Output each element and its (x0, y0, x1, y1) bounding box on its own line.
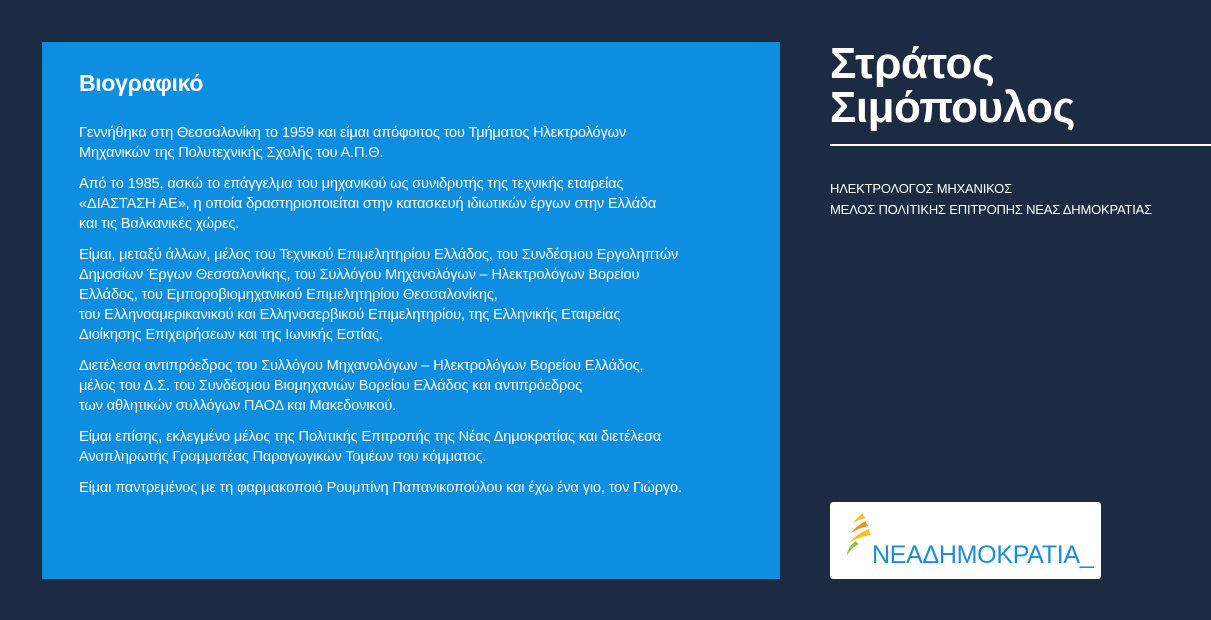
role-title: ΜΕΛΟΣ ΠΟΛΙΤΙΚΗΣ ΕΠΙΤΡΟΠΗΣ ΝΕΑΣ ΔΗΜΟΚΡΑΤΙΑΣ (830, 202, 1152, 217)
biography-paragraph: Γεννήθηκα στη Θεσσαλονίκη το 1959 και είμαι απόφοιτος του Τμήματος Ηλεκτρολόγων Μηχανικών της Πολυτεχνικής Σχολής του Α.Π.Θ. (79, 125, 627, 161)
biography-paragraph: Από το 1985, ασκώ το επάγγελμα του μηχανικού ως συνιδρυτής της τεχνικής εταιρείας «ΔΙΑΣΤΑΣΗ ΑΕ», η οποία δραστηριοποιείται στην κατασκευή ιδιωτικών έργων στην Ελλάδα και τις Βαλκανικές χώρες. (79, 176, 657, 232)
person-name: Στράτος Σιμόπουλος (830, 39, 1075, 132)
biography-title: Βιογραφικό (79, 70, 204, 96)
biography-paragraph: Είμαι επίσης, εκλεγμένο μέλος της Πολιτικής Επιτροπής της Νέας Δημοκρατίας και διετέλεσα Αναπληρωτής Γραμματέας Παραγωγικών Τομέων του κόμματος. (79, 429, 662, 465)
biography-paragraph: Διετέλεσα αντιπρόεδρος του Συλλόγου Μηχανολόγων – Ηλεκτρολόγων Βορείου Ελλάδος, μέλος του Δ.Σ. του Συνδέσμου Βιομηχανιών Βορείου Ελλάδος και αντιπρόεδρος των αθλητικών συλλόγων ΠΑΟΔ και Μακεδονικού. (79, 358, 644, 414)
role-title: ΗΛΕΚΤΡΟΛΟΓΟΣ ΜΗΧΑΝΙΚΟΣ (830, 181, 1012, 196)
biography-paragraph: Είμαι παντρεμένος με τη φαρμακοποιό Ρουμπίνη Παπανικοπούλου και έχω ένα γιο, τον Γιώργο. (79, 480, 682, 496)
profile-header (830, 39, 1211, 220)
party-logo[interactable] (830, 502, 1101, 579)
biography-panel (42, 42, 780, 579)
logo-text: ΝΕΑΔΗΜΟΚΡΑΤΙΑ_ (872, 541, 1094, 569)
roles-list (830, 178, 1211, 220)
divider (830, 144, 1211, 146)
biography-paragraph: Είμαι, μεταξύ άλλων, μέλος του Τεχνικού Επιμελητηρίου Ελλάδος, του Συνδέσμου Εργοληπτών Δημοσίων Έργων Θεσσαλονίκης, του Συλλόγου Μηχανολόγων – Ηλεκτρολόγων Βορείου Ελλάδος, του Εμπορoβιομηχανικού Επιμελητηρίου Θεσσαλονίκης, του Ελληνοαμερικανικού και Ελληνοσερβικού Επιμελητηρίου, της Ελληνικής Εταιρείας Διοίκησης Επιχειρήσεων και της Ιωνικής Εστίας. (79, 247, 679, 343)
